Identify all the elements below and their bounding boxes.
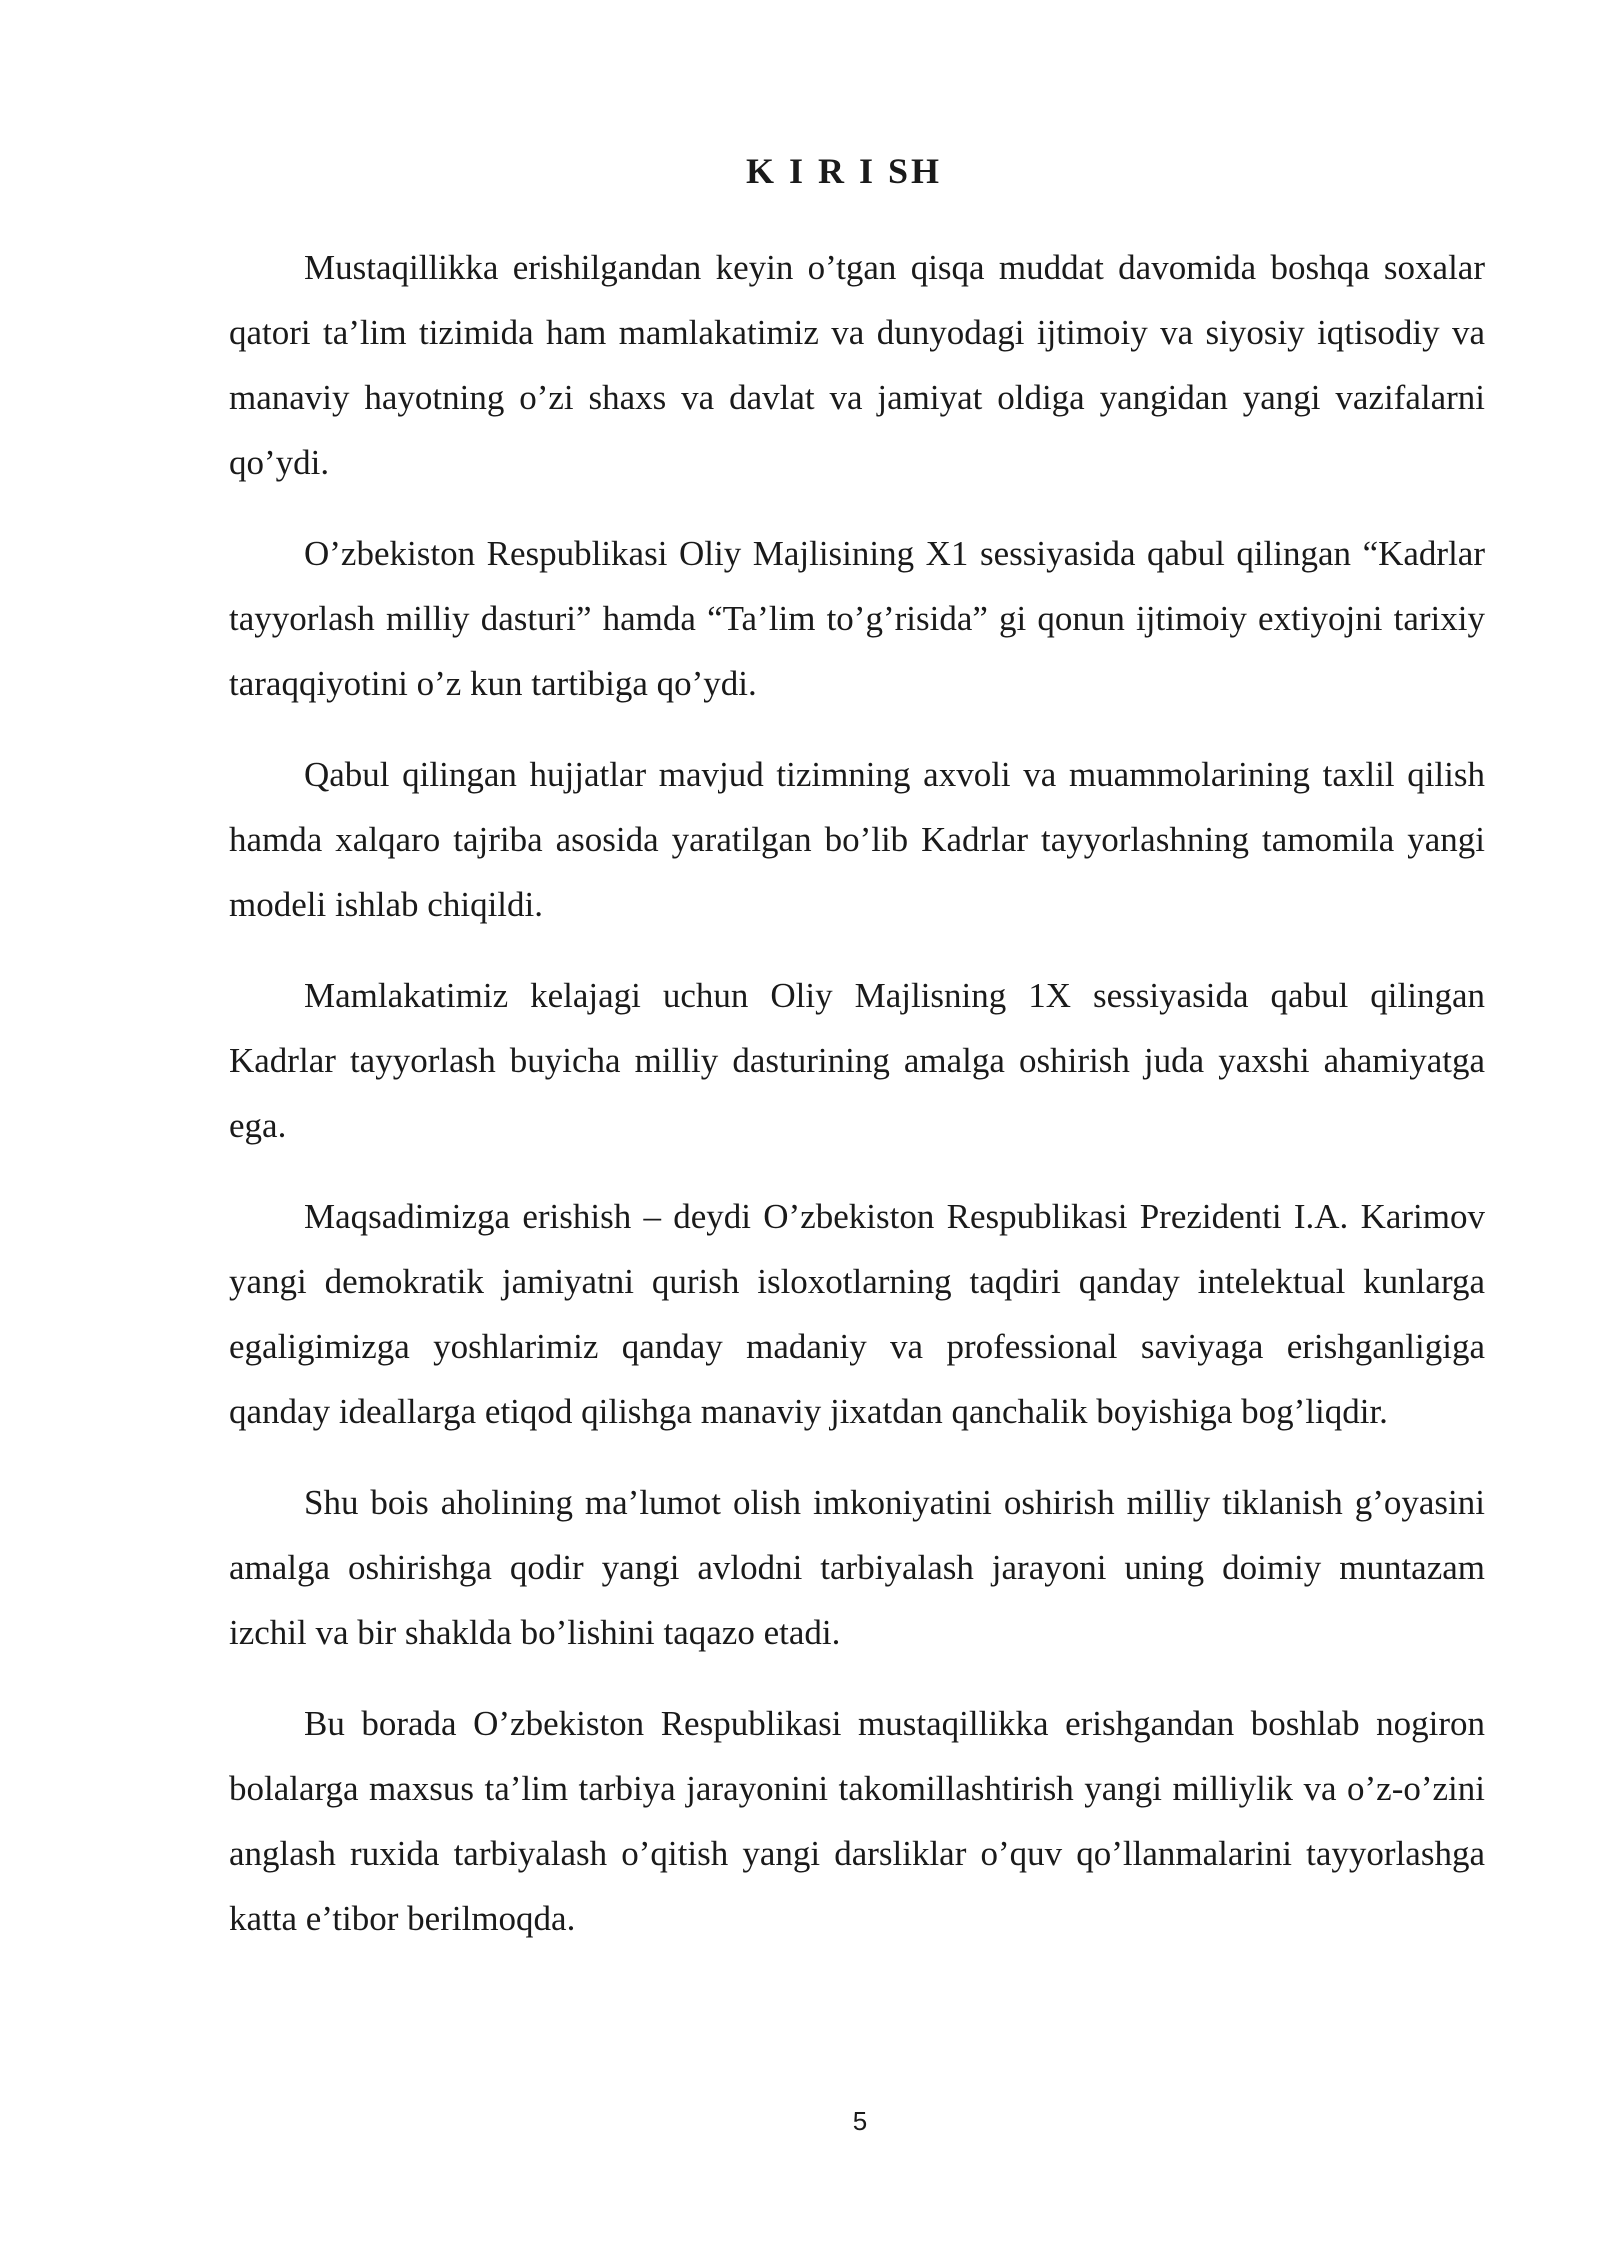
paragraph-4: Mamlakatimiz kelajagi uchun Oliy Majlisning 1X sessiyasida qabul qilingan Kadrlar tayyorlash buyicha milliy dasturining amalga oshirish juda yaxshi ahamiyatga ega. xyxy=(229,976,1485,1145)
document-body xyxy=(229,235,1485,1977)
paragraph-1: Mustaqillikka erishilgandan keyin o’tgan qisqa muddat davomida boshqa soxalar qatori ta’lim tizimida ham mamlakatimiz va dunyodagi ijtimoiy va siyosiy iqtisodiy va manaviy hayotning o’zi shaxs va davlat va jamiyat oldiga yangidan yangi vazifalarni qo’ydi. xyxy=(229,248,1485,482)
paragraph-3: Qabul qilingan hujjatlar mavjud tizimning axvoli va muammolarining taxlil qilish hamda xalqaro tajriba asosida yaratilgan bo’lib Kadrlar tayyorlashning tamomila yangi modeli ishlab chiqildi. xyxy=(229,755,1485,924)
paragraph-6: Shu bois aholining ma’lumot olish imkoniyatini oshirish milliy tiklanish g’oyasini amalga oshirishga qodir yangi avlodni tarbiyalash jarayoni uning doimiy muntazam izchil va bir shaklda bo’lishini taqazo etadi. xyxy=(229,1483,1485,1652)
paragraph-2: O’zbekiston Respublikasi Oliy Majlisining X1 sessiyasida qabul qilingan “Kadrlar tayyorlash milliy dasturi” hamda “Ta’lim to’g’risida” gi qonun ijtimoiy extiyojni tarixiy taraqqiyotini o’z kun tartibiga qo’ydi. xyxy=(229,534,1485,703)
page-title: K I R I SH xyxy=(745,151,943,191)
page-number: 5 xyxy=(852,2106,868,2136)
paragraph-7: Bu borada O’zbekiston Respublikasi mustaqillikka erishgandan boshlab nogiron bolalarga maxsus ta’lim tarbiya jarayonini takomillashtirish yangi milliylik va o’z-o’zini anglash ruxida tarbiyalash o’qitish yangi darsliklar o’quv qo’llanmalarini tayyorlashga katta e’tibor berilmoqda. xyxy=(229,1704,1485,1938)
paragraph-5: Maqsadimizga erishish – deydi O’zbekiston Respublikasi Prezidenti I.A. Karimov yangi demokratik jamiyatni qurish isloxotlarning taqdiri qanday intelektual kunlarga egaligimizga yoshlarimiz qanday madaniy va professional saviyaga erishganligiga qanday ideallarga etiqod qilishga manaviy jixatdan qanchalik boyishiga bog’liqdir. xyxy=(229,1197,1485,1431)
